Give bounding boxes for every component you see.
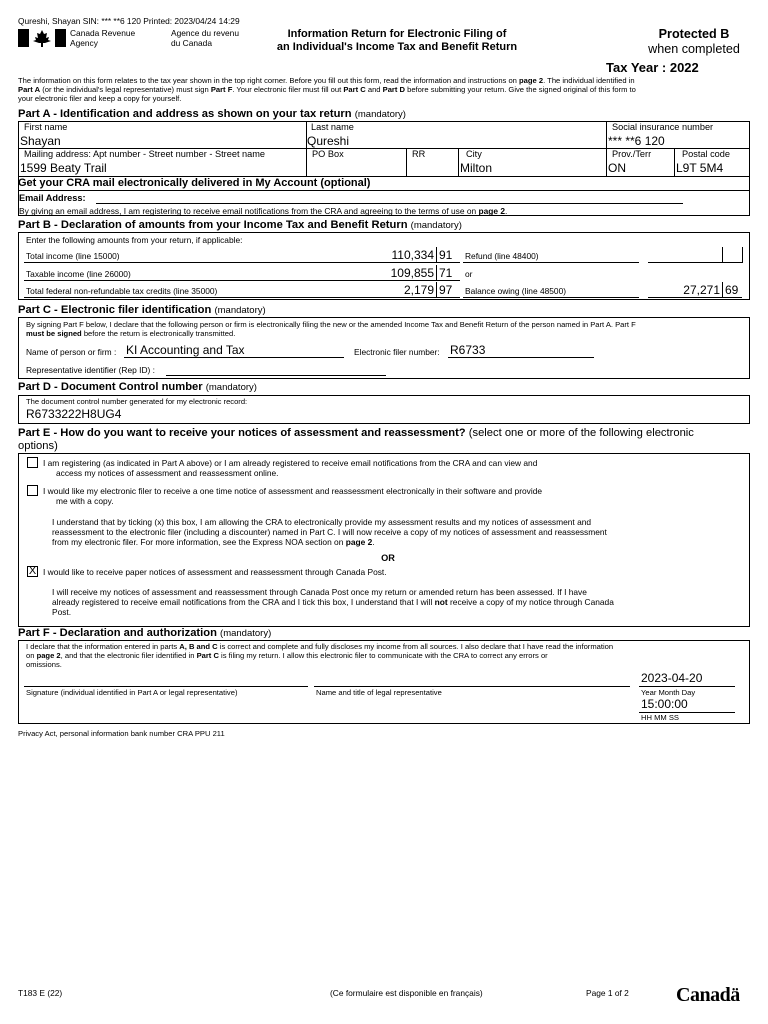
time-label: HH MM SS	[641, 713, 679, 722]
canada-flag-icon	[18, 29, 66, 47]
or-label: or	[465, 269, 473, 279]
header-user-line: Qureshi, Shayan SIN: *** **6 120 Printed: 2023/04/24 14:29	[18, 16, 240, 26]
rep-id-label: Representative identifier (Rep ID) :	[26, 365, 155, 375]
email-heading: Get your CRA mail electronically delivered in My Account (optional)	[18, 177, 371, 189]
prov-field[interactable]: ON	[608, 161, 626, 175]
mailing-field[interactable]: 1599 Beaty Trail	[20, 161, 107, 175]
last-name-field[interactable]: Qureshi	[307, 134, 350, 148]
total-income-label: Total income (line 15000)	[26, 251, 120, 261]
taxable-income-cents[interactable]: 71	[439, 266, 453, 280]
firm-name-field[interactable]: KI Accounting and Tax	[126, 343, 245, 357]
balance-cents[interactable]: 69	[725, 283, 739, 297]
french-note: (Ce formulaire est disponible en français)	[330, 988, 483, 998]
rr-label: RR	[412, 149, 426, 159]
postal-field[interactable]: L9T 5M4	[676, 161, 724, 175]
last-name-label: Last name	[311, 122, 354, 132]
rep-id-field[interactable]	[166, 375, 386, 376]
postal-label: Postal code	[682, 149, 731, 159]
city-field[interactable]: Milton	[460, 161, 493, 175]
taxable-income-dollars[interactable]: 109,855	[390, 266, 434, 280]
part-c-heading: Part C - Electronic filer identification (mandatory)	[18, 304, 266, 316]
opt3-checkbox[interactable]: X	[28, 565, 37, 577]
firm-name-label: Name of person or firm :	[26, 347, 117, 357]
opt2-text: I would like my electronic filer to receive a one time notice of assessment and reassessment electronically in their software and provide me with a copy.	[43, 486, 543, 506]
total-income-cents[interactable]: 91	[439, 248, 453, 262]
agency-fr: Agence du revenu du Canada	[171, 28, 239, 48]
efiler-label: Electronic filer number:	[354, 347, 440, 357]
signature-line[interactable]	[24, 686, 308, 687]
page-number: Page 1 of 2	[586, 988, 629, 998]
intro-text: The information on this form relates to the tax year shown in the top right corner. Before you fill out this form, read the information and instructions on page 2. The individual identified in Part A (or the individual's legal representative) must sign Part F. Your electronic filer must fill out Part C and Part D before submitting your return. Give the signed original of this form to your electronic filer and keep a copy for yourself.	[18, 76, 636, 103]
email-field[interactable]	[96, 203, 683, 204]
protected-b: Protected B when completed	[648, 27, 740, 56]
part-b-instruction: Enter the following amounts from your return, if applicable:	[26, 235, 243, 245]
date-field[interactable]: 2023-04-20	[641, 671, 703, 685]
po-box-label: PO Box	[312, 149, 344, 159]
sin-label: Social insurance number	[612, 122, 714, 132]
privacy-note: Privacy Act, personal information bank number CRA PPU 211	[18, 729, 225, 738]
part-b-heading: Part B - Declaration of amounts from your Income Tax and Benefit Return (mandatory)	[18, 219, 462, 231]
balance-dollars[interactable]: 27,271	[683, 283, 720, 297]
dcn-label: The document control number generated for my electronic record:	[26, 397, 248, 406]
part-f-text: I declare that the information entered in parts A, B and C is correct and complete and fully discloses my income from all sources. I also declare that I have read the information on page 2, and that the electronic filer identified in Part C is filing my return. I allow this electronic filer to communicate with the CRA to correct any errors or omissions.	[26, 642, 614, 669]
name-title-label: Name and title of legal representative	[316, 688, 442, 697]
name-title-line[interactable]	[314, 686, 630, 687]
prov-label: Prov./Terr	[612, 149, 652, 159]
date-label: Year Month Day	[641, 688, 696, 697]
part-c-text: By signing Part F below, I declare that the following person or firm is electronically filing the new or the amended Income Tax and Benefit Return of the person named in Part A. Part F must be signed before the return is electronically transmitted.	[26, 320, 636, 338]
part-a-heading: Part A - Identification and address as shown on your tax return (mandatory)	[18, 108, 406, 120]
opt1-text: I am registering (as indicated in Part A above) or I am already registered to receive email notifications from the CRA and can view and access my notices of assessment and reassessment online.	[43, 458, 538, 478]
mailing-label: Mailing address: Apt number - Street number - Street name	[24, 149, 266, 159]
refund-field[interactable]	[648, 262, 742, 263]
sin-field[interactable]: *** **6 120	[608, 134, 665, 148]
paper-text: I will receive my notices of assessment and reassessment through Canada Post once my return or amended return has been assessed. If I have already registered to receive email notifications from the CRA and I tick this box, I understand that I will not receive a copy of my notice through Canada Post.	[52, 587, 614, 617]
email-label: Email Address:	[19, 193, 86, 203]
dcn-field[interactable]: R6733222H8UG4	[26, 407, 122, 421]
email-note: By giving an email address, I am registering to receive email notifications from the CRA and agreeing to the terms of use on page 2.	[19, 206, 508, 216]
canada-wordmark: Canadä	[676, 984, 740, 1006]
form-id: T183 E (22)	[18, 988, 63, 998]
credits-dollars[interactable]: 2,179	[403, 283, 434, 297]
opt2-checkbox[interactable]	[27, 485, 38, 496]
or-divider: OR	[381, 553, 395, 563]
form-title: Information Return for Electronic Filing of an Individual's Income Tax and Benefit Return	[276, 28, 518, 53]
first-name-label: First name	[24, 122, 68, 132]
time-field[interactable]: 15:00:00	[641, 697, 688, 711]
first-name-field[interactable]: Shayan	[20, 134, 61, 148]
total-income-dollars[interactable]: 110,334	[391, 248, 434, 262]
tax-year: Tax Year : 2022	[606, 60, 699, 75]
credits-label: Total federal non-refundable tax credits (line 35000)	[26, 286, 218, 296]
opt3-text: I would like to receive paper notices of assessment and reassessment through Canada Post.	[43, 567, 387, 577]
part-d-heading: Part D - Document Control number (mandatory)	[18, 381, 257, 393]
part-f-heading: Part F - Declaration and authorization (mandatory)	[18, 627, 272, 639]
agency-en: Canada Revenue Agency	[70, 28, 136, 48]
part-e-heading: Part E - How do you want to receive your notices of assessment and reassessment? (select one or more of the following electronic options)	[18, 427, 694, 452]
opt1-checkbox[interactable]	[27, 457, 38, 468]
refund-label: Refund (line 48400)	[465, 251, 539, 261]
signature-label: Signature (individual identified in Part A or legal representative)	[26, 688, 238, 697]
city-label: City	[466, 149, 482, 159]
balance-label: Balance owing (line 48500)	[465, 286, 567, 296]
credits-cents[interactable]: 97	[439, 283, 453, 297]
efiler-field[interactable]: R6733	[450, 343, 486, 357]
taxable-income-label: Taxable income (line 26000)	[26, 269, 131, 279]
understand-text: I understand that by ticking (x) this box, I am allowing the CRA to electronically provide my assessment results and my notices of assessment and reassessment to the electronic filer (including a discounter) named in Part C. I will now receive a copy of my notices of assessment and reassessment from my electronic filer. For more information, see the Express NOA section on page 2.	[52, 517, 607, 547]
